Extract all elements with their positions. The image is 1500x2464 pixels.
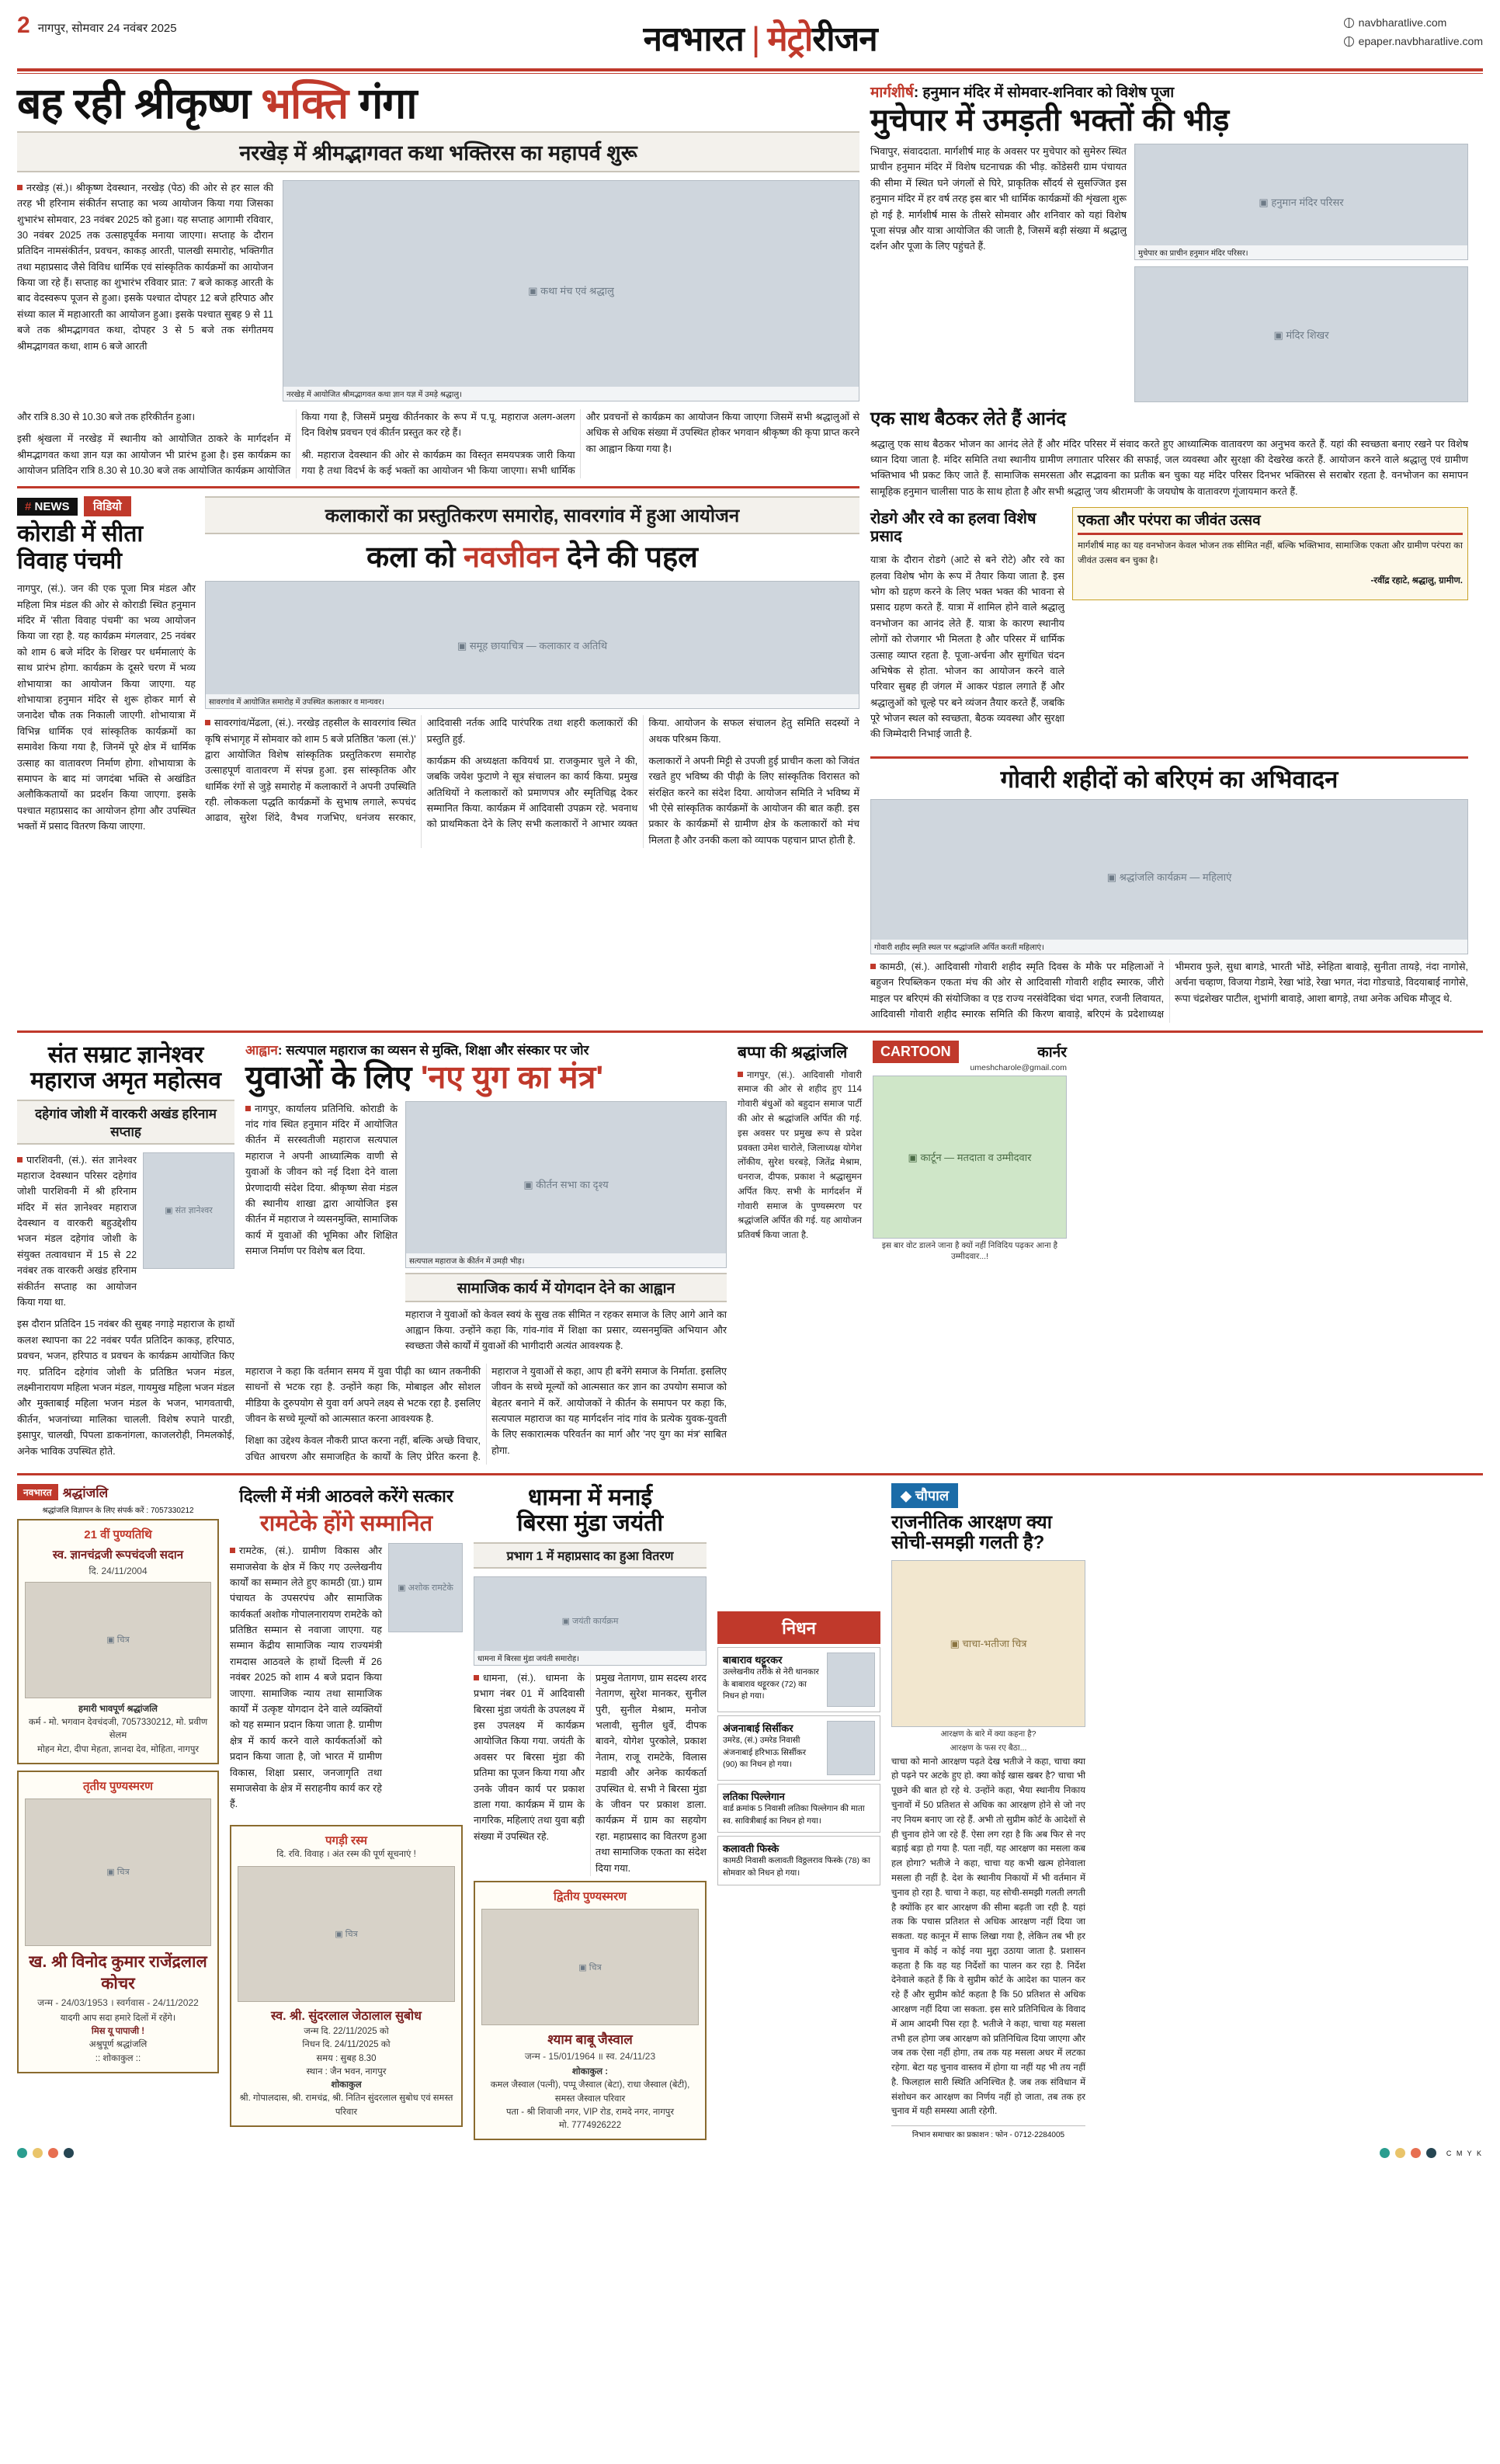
chaupal-bubble2: आरक्षण के फस रए बैठा... <box>950 1743 1027 1753</box>
obit-3-dob: जन्म दि. 22/11/2025 को <box>304 2027 389 2036</box>
obit-1-title: 21 वीं पुण्यतिथि <box>84 1527 152 1541</box>
right-kicker: मार्गशीर्ष: हनुमान मंदिर में सोमवार-शनिवार को विशेष पूजा <box>870 85 1175 101</box>
divider <box>17 1030 1483 1033</box>
chaupal-body: चाचा को मानो आरक्षण पढ़ते देख भतीजे ने कहा, चाचा क्या हो पढ़ने पर अटके हुए हो. क्या कोई खास खबर है? चाचा भी पूछने की बात हो रहे थे. उन्होंने कहा, भैया स्थानीय निकाय चुनावों में 50 प्रतिशत से अधिक का आरक्षण होने से जो नए नए नियम बनाए जा रहे हैं. अभी तो सुप्रीम कोर्ट के आदेशों से ही चुनाव होने जा रहे हैं. ऐसा लग रहा है कि अब फिर से नए बड़ाई बड़ा हो गया है. पता नहीं, यह आरक्षण का मसला कब हल होगा? भतीजे ने कहा, चाचा यह कभी खत्म होनेवाला मसला ही नहीं है. देश के स्थानीय निकायों में भी वर्तमान में चुनाव हो रहा है. चाचा ने कहा, यह सोची-समझी गलती लगती है क्योंकि हर बार आरक्षण की सीमा बढ़ती जा रही है. यहां तक कि पचास प्रतिशत से अधिक आरक्षण नहीं दिया जा सकता. यह कानून में साफ लिखा गया है, लेकिन तब भी हर चुनाव में कोई न कोई नया मुद्दा उठाया जाता है. प्रशासन कहता है कि वह यह निर्देशों का पालन कर रहा है. निर्देश देनेवाले कहते हैं कि वे सुप्रीम कोर्ट के आदेश का पालन कर रहे हैं और सुप्रीम कोर्ट कहता है कि 50 प्रतिशत से अधिक आरक्षण नहीं दिया जा सकता. इस सारे प्रतिनिधित्व के विवाद में आम आदमी पिस रहा है. भतीजे ने कहा, चाचा यह मसला तभी हल होगा जब आरक्षण को प्रतिनिधित्व दिया जाएगा और जब तक ऐसा नहीं होगा, तब तक यह मसला अधर में लटका रहेगा. बेटा यह चुनाव वास्तव में होगा या नहीं यह भी तय नहीं है. फिलहाल सारी स्थिति अनिश्चित है. जब तक संविधान में संशोधन कर आरक्षण का निर्णय नहीं हो जाता, तब तक हर चुनाव में यही समस्या आती रहेगी. <box>891 1756 1085 2117</box>
aahwan-photo-caption: सत्यपाल महाराज के कीर्तन में उमड़ी भीड़। <box>406 1253 726 1267</box>
nidhan-1-desc: उल्लेखनीय तरीके से नेरी थानकार के बाबाराव थट्टूरकर (72) का निधन हो गया। <box>723 1666 819 1701</box>
delhi-photo: ▣ अशोक रामटेके <box>388 1543 463 1632</box>
right-body: भिवापुर, संवाददाता. मार्गशीर्ष माह के अवसर पर मुचेपार को सुमेरुर स्थित प्राचीन हनुमान मंदिर में विशेष घटनाचक्र की भीड़. कोंडेसरी ग्राम पंचायत की सीमा में स्थित घने जंगलों से घिरे, प्राकृतिक सौंदर्य से सुसज्जित इस हनुमान मंदिर में हर वर्ष तरह इस बार भी धार्मिक कार्यक्रमों की शृंखला शुरू हो गई है. मार्गशीर्ष मास के तीसरे सोमवार और शनिवार को यहां विशेष पूजा संपन्न और यात्रा आयोजित की जाती है, जिसमें बड़ी संख्या में श्रद्धालु दर्शन और पूजा के लिए पहुंचते हैं. <box>870 146 1127 252</box>
sub2-head: रोडगे और रवे का हलवा विशेष प्रसाद <box>870 510 1036 546</box>
sant-photo <box>143 1152 234 1269</box>
lead-col3: श्री. महाराज देवस्थान की ओर से कार्यक्रम का विस्तृत समयपत्रक जारी किया गया है तथा विदर्भ के कई भक्तों का आयोजन भी किया जाएगा। सभी धार्मिक और प्रवचनों से कार्यक्रम का आयोजन किया जाएगा जिसमें सभी श्रद्धालुओं से अधिक से अधिक संख्या में उपस्थित होकर भगवान श्रीकृष्ण की कृपा प्राप्त करने का आह्वान किया गया है। <box>301 411 859 476</box>
lead-subhead-band <box>17 131 859 172</box>
cartoon-image-placeholder: ▣ कार्टून — मतदाता व उम्मीदवार <box>908 1151 1032 1163</box>
globe-icon <box>1344 36 1354 47</box>
obit-3-place: स्थान : जैन भवन, नागपुर <box>306 2066 387 2077</box>
obit-ad-2 <box>17 1771 219 2073</box>
obit-2-line3: अश्रुपूर्ण श्रद्धांजलि <box>89 2040 148 2050</box>
chaupal-illustration <box>891 1560 1085 1727</box>
obit-4-addr: पता - श्री शिवाजी नगर, VIP रोड, रामदे नगर, नागपुर <box>505 2107 675 2117</box>
chaupal-head1: राजनीतिक आरक्षण क्या <box>891 1511 1052 1533</box>
aahwan-photo-placeholder: ▣ कीर्तन सभा का दृश्य <box>523 1179 609 1191</box>
obit-2-dates: जन्म - 24/03/1953 । स्वर्गवास - 24/11/2022 <box>37 1997 199 2008</box>
bappa-block <box>738 1041 862 1250</box>
obit-4-title: द्वितीय पुण्यस्मरण <box>554 1890 627 1903</box>
bullet-square-icon <box>245 1106 251 1111</box>
temple-photo-2-placeholder: ▣ मंदिर शिखर <box>1273 328 1329 341</box>
chaupal-tag: ◆ चौपाल <box>891 1483 958 1508</box>
dhamna-head2: बिरसा मुंडा जयंती <box>516 1510 664 1536</box>
bullet-square-icon <box>474 1675 479 1680</box>
obit-ad-4 <box>474 1881 707 2140</box>
aahwan-headline: युवाओं के लिए 'नए युग का मंत्र' <box>245 1058 604 1095</box>
cartoon-email: umeshcharole@gmail.com <box>970 1062 1067 1072</box>
cartoon-image <box>873 1076 1067 1239</box>
obit-4-names: कमल जैस्वाल (पत्नी), पप्पू जैस्वाल (बेटा), राधा जैस्वाल (बेटी), समस्त जैस्वाल परिवार <box>490 2080 690 2104</box>
obit-1-from: कर्म - मो. भगवान देवचंदजी, 7057330212, मो. प्रवीण सेलम <box>28 1718 208 1741</box>
brand-title <box>644 14 877 61</box>
top-section <box>17 79 1483 1023</box>
obit-1-name: स्व. ज्ञानचंद्रजी रूपचंदजी सदान <box>52 1548 184 1562</box>
divider <box>870 756 1468 759</box>
masthead-date: नागपुर, सोमवार 24 नवंबर 2025 <box>37 22 177 35</box>
temple-photo-2 <box>1134 266 1468 402</box>
obit-2-name: ख. श्री विनोद कुमार राजेंद्रलाल कोचर <box>29 1952 207 1993</box>
obit-2-line1: यादगी आप सदा हमारे दिलों में रहेंगे। <box>60 2013 176 2023</box>
masthead-rule <box>17 68 1483 71</box>
dhamna-photo-placeholder: ▣ जयंती कार्यक्रम <box>561 1616 619 1626</box>
sant-headline-line1: संत सम्राट ज्ञानेश्वर <box>47 1041 204 1068</box>
obit-1-portrait: ▣ चित्र <box>25 1582 211 1698</box>
art-photo-placeholder: ▣ समूह छायाचित्र — कलाकार व अतिथि <box>457 639 608 652</box>
sub3-head: एकता और परंपरा का जीवंत उत्सव <box>1078 513 1261 530</box>
gowari-photo-caption: गोवारी शहीद स्मृति स्थल पर श्रद्धांजलि अर्पित करतीं महिलाएं। <box>871 940 1467 954</box>
art-photo <box>205 581 859 709</box>
lead-subhead: नरखेड़ में श्रीमद्भागवत कथा भक्तिरस का महापर्व शुरू <box>239 141 637 165</box>
art-headline: कला को नवजीवन देने की पहल <box>366 541 698 575</box>
gowari-photo <box>870 799 1468 954</box>
obit-col-1 <box>17 1483 219 2073</box>
obit-2-from: :: शोकाकुल :: <box>95 2053 141 2063</box>
chaupal-block <box>891 1483 1085 2139</box>
dhamna-photo-caption: धामना में बिरसा मुंडा जयंती समारोह। <box>474 1651 706 1665</box>
dhamna-col1: धामना, (सं.). धामना के प्रभाग नंबर 01 में आदिवासी बिरसा मुंडा जयंती के उपलक्ष्य में इस उपलक्ष्य में कार्यक्रम आयोजित किया गया. जयंती के अवसर पर बिरसा मुंडा की प्रतिमा का पूजन किया गया और उनके जीवन कार्य पर प्रकाश डाला गया. कार्यक्रम में ग्राम के नागरिक, महिलाएं तथा युवा बड़ी संख्या में उपस्थित रहे. <box>474 1672 585 1842</box>
lead-col2: इसी श्रृंखला में नरखेड़ में स्थानीय को आयोजित ठाकरे के मार्गदर्शन में श्रीमद्भागवत कथा ज्ञान यज्ञ का आयोजन भी प्रारंभ हुआ है। इस कार्यक्रम का आयोजन प्रतिदिन रात्रि 8.30 से 10.30 बजे तक आयोजित कार्यक्रम आयोजित किया गया है, जिसमें प्रमुख कीर्तनकार के रूप में प.पू. महाराज अलग-अलग दिन विशेष प्रवचन एवं कीर्तन प्रस्तुत कर रहे हैं। <box>17 411 575 476</box>
obit-4-phone: मो. 7774926222 <box>558 2121 622 2130</box>
obit-2-line2: मिस यू पापाजी ! <box>91 2027 145 2037</box>
cartoon-caption: इस बार वोट डालने जाना है क्यों नहीं निविदिय पढ़कर आना है उम्मीदवार...! <box>881 1240 1058 1261</box>
aahwan-col2: महाराज ने कहा कि वर्तमान समय में युवा पीढ़ी का ध्यान तकनीकी साधनों से भटक रहा है. उन्होंने कहा कि, मोबाइल और सोशल मीडिया के दुरुपयोग से युवा वर्ग अपने लक्ष्य से भटक रहा है. इसलिए जीवन के सच्चे मूल्यों को आत्मसात करना आवश्यक है. <box>245 1365 481 1424</box>
brand-main: नवभारत <box>643 20 744 58</box>
lead-headline <box>17 79 859 127</box>
temple-photo-caption: मुचेपार का प्राचीन हनुमान मंदिर परिसर। <box>1135 245 1467 259</box>
obit-3-name: स्व. श्री. सुंदरलाल जेठालाल सुबोध <box>270 2010 422 2023</box>
chaupal-illustration-placeholder: ▣ चाचा-भतीजा चित्र <box>950 1638 1027 1650</box>
obit-3-portrait: ▣ चित्र <box>238 1866 455 2002</box>
nav-badge: नवभारत <box>17 1484 58 1500</box>
obit-1-line: हमारी भावपूर्ण श्रद्धांजलि <box>78 1704 158 1714</box>
aahwan-story <box>245 1041 727 1465</box>
shraddhanjali-label: श्रद्धांजलि <box>62 1485 109 1500</box>
sub3-box <box>1072 507 1468 600</box>
obit-ad-3 <box>230 1825 463 2127</box>
lead-col1-cont: और रात्रि 8.30 से 10.30 बजे तक हरिकीर्तन हुआ। <box>17 411 196 422</box>
cartoon-tag-hi: कार्नर <box>1037 1044 1067 1061</box>
sant-subhead: दहेगांव जोशी में वारकरी अखंड हरिनाम सप्ताह <box>35 1106 217 1139</box>
aahwan-kicker: आह्वान: सत्यपाल महाराज का व्यसन से मुक्ति, शिक्षा और संस्कार पर जोर <box>245 1042 589 1058</box>
obit-4-dates: जन्म - 15/01/1964 ॥ स्व. 24/11/23 <box>524 2051 656 2062</box>
middle-section <box>17 1041 1483 1465</box>
sant-body2: इस दौरान प्रतिदिन 15 नवंबर की सुबह नगाड़े महाराज के हाथों कलश स्थापना का 22 नवंबर पर्यंत प्रतिदिन काकड़, हरिपाठ, प्रवचन, भजन, हरिपाठ व प्रवचन के कार्यक्रम आयोजित किए गए. प्रतिदिन दहेगांव जोशी के प्रतिष्ठित भजन मंडल, लक्ष्मीनारायण महिला भजन मंडल, गायमुख महिला भजन मंडल और मुक्ताबाई महिला भजन मंडल के भजन, भागवताची, कीर्तन, भजनांच्या मालिका चालली. विशेष रुपाने पारडी, इसापुर, चालखी, पिपला डाकनांगला, काजलरोही, निमलकोई, अनेक भाविक उपस्थित होते. <box>17 1319 234 1457</box>
dhamna-col2: प्रमुख नेतागण, ग्राम सदस्य शरद नेतागण, सुरेश मानकर, सुनील पुरी, सुनील मेश्राम, मनोज भलावी, सुनील धुर्वे, दीपक बावने, योगेश पुरकोले, प्रकाश नेताम, राजू रामटेके, विलास मडावी और अनेक कार्यकर्ता उपस्थित थे. सभी ने बिरसा मुंडा के जीवन पर प्रकाश डाला. कार्यक्रम में ग्राम का सहयोग रहा. महाप्रसाद का वितरण हुआ तथा सामाजिक एकता का संदेश दिया गया. <box>595 1672 707 1874</box>
cartoon-tag-en: CARTOON <box>873 1041 959 1063</box>
nidhan-1-name: बाबाराव थट्टूरकर <box>723 1653 783 1666</box>
nidhan-2-desc: उमरेड, (सं.) उमरेड निवासी अंजनाबाई हरिभाऊ सिर्सीकर (90) का निधन हो गया। <box>723 1735 806 1770</box>
sant-body1: पारशिवनी, (सं.). संत ज्ञानेश्वर महाराज देवस्थान परिसर दहेगांव जोशी पारशिवनी में श्री हरिनाम मंदिर में संत ज्ञानेश्वर महाराज देवस्थान व वारकरी बहुउद्देशीय भजन मंडल दहेगांव जोशी के संयुक्त तत्वावधान में 15 से 22 नवंबर तक वारकरी अखंड हरिनाम संकीर्तन सप्ताह का आयोजन किया गया था. <box>17 1154 137 1308</box>
nidhan-1-photo <box>827 1653 875 1707</box>
lead-headline-part2: गंगा <box>348 79 417 127</box>
art-col3: कलाकारों ने अपनी मिट्टी से उपजी हुई प्राचीन कला को जिवंत रखते हुए भविष्य की पीढ़ी के लिए सांस्कृतिक विरासत को संरक्षित करने का संदेश दिया. आयोजन समिति ने भविष्य में भी ऐसे सांस्कृतिक कार्यक्रमों के आयोजन की बात कही. इस प्रकार के कार्यक्रमों से ग्रामीण क्षेत्र के कलाकारों को मंच मिलता है और उनकी कला को व्यापक पहचान प्राप्त होती है. <box>648 755 859 846</box>
obit-4-name: श्याम बाबू जैस्वाल <box>547 2032 633 2047</box>
lower-section <box>17 1483 1483 2140</box>
bappa-head: बप्पा की श्रद्धांजलि <box>738 1043 848 1062</box>
bullet-square-icon <box>230 1548 235 1553</box>
news-video-headline: कोराडी में सीता विवाह पंचमी <box>17 521 144 574</box>
nidhan-4-desc: कामठी निवासी कलावती विठ्ठलराव फिस्के (78) का सोमवार को निधन हो गया। <box>723 1856 870 1878</box>
obit-3-title: पगड़ी रस्म <box>325 1833 367 1847</box>
obit-4-from: शोकाकुल : <box>571 2067 609 2077</box>
obit-2-title: तृतीय पुण्यस्मरण <box>83 1779 153 1793</box>
temple-photo <box>1134 144 1468 260</box>
right-headline: मुचेपार में उमड़ती भक्तों की भीड़ <box>870 103 1230 137</box>
nidhan-3-name: लतिका पिल्लेगान <box>723 1790 785 1802</box>
page-footer <box>17 2148 1483 2158</box>
sant-photo-placeholder: ▣ संत ज्ञानेश्वर <box>165 1206 213 1215</box>
delhi-head1: दिल्ली में मंत्री आठवले करेंगे सत्कार <box>239 1486 453 1506</box>
sub3-body: मार्गशीर्ष माह का यह वनभोजन केवल भोजन तक सीमित नहीं, बल्कि भक्तिभाव, सामाजिक एकता और ग्रामीण परंपरा का जीवंत उत्सव बन चुका है। <box>1078 541 1463 565</box>
chaupal-head2: सोची-समझी गलती है? <box>891 1532 1045 1554</box>
lead-headline-part1: बह रही श्रीकृष्ण <box>17 79 262 127</box>
page-number: 2 <box>17 12 30 38</box>
sant-headline-line2: महाराज अमृत महोत्सव <box>30 1067 221 1093</box>
brand-metro-suffix: रीजन <box>812 20 877 58</box>
nidhan-4-name: कलावती फिस्के <box>723 1843 780 1855</box>
aahwan-col1: नागपुर, कार्यालय प्रतिनिधि. कोराडी के नांद गांव स्थित हनुमान मंदिर में आयोजित कीर्तन में सरस्वतीजी महाराज सत्यपाल महाराज ने अपनी आध्यात्मिक वाणी से युवाओं के जीवन को नई दिशा देने वाला प्रेरणादायी संदेश दिया. श्रीकृष्ण सेवा मंडल की स्थानीय शाखा द्वारा आयोजित इस कीर्तन में महाराज ने व्यसनमुक्ति, सामाजिक कार्य में युवाओं की भूमिका और शिक्षित समाज निर्माण पर विशेष बल दिया. <box>245 1103 398 1257</box>
registration-dots-right <box>1380 2148 1483 2158</box>
obit-1-from2: मोहन मेटा, दीपा मेहता, ज्ञानदा देव, मोहिता, नागपुर <box>36 1744 200 1754</box>
brand-metro: मेट्रो <box>767 20 813 58</box>
bullet-square-icon <box>870 964 876 969</box>
obit-2-portrait: ▣ चित्र <box>25 1798 211 1946</box>
obit-1-dates: दि. 24/11/2004 <box>89 1565 148 1576</box>
bullet-square-icon <box>205 720 210 725</box>
art-col2: कार्यक्रम की अध्यक्षता कवियर्थ प्रा. राजकुमार चुले ने की, जबकि जयेश फुटाणे ने सूत्र संचालन का कार्य किया. प्रमुख अतिथियों ने कलाकारों को प्रमाणपत्र और स्मृतिचिह्न देकर सम्मानित किया. कार्यक्रम में आदिवासी उपक्रम रहे. भवनाथ को प्राथमिकता देने के लिए सभी कलाकारों ने आभार व्यक्त किया. आयोजन के सफल संचालन हेतु समिति सदस्यों ने अथक परिश्रम किया. <box>426 718 859 830</box>
aahwan-tail: शिक्षा का उद्देश्य केवल नौकरी प्राप्त करना नहीं, बल्कि अच्छे विचार, उचित आचरण और समाजहित के कार्यों के लिए प्रेरित करना है. महाराज ने युवाओं से कहा, आप ही बनेंगे समाज के निर्माता. इसलिए जीवन के सच्चे मूल्यों को आत्मसात कर ज्ञान का उपयोग समाज को बेहतर बनाने में करें. आयोजकों ने कीर्तन के समापन पर कहा कि, सत्यपाल महाराज का यह मार्गदर्शन नांद गांव के प्रत्येक युवक-युवती के लिए सकारात्मक परिवर्तन का मार्ग और 'नए युग का मंत्र' साबित होगा. <box>245 1365 727 1462</box>
temple-photo-placeholder: ▣ हनुमान मंदिर परिसर <box>1259 196 1344 208</box>
dhamna-head1: धामना में मनाई <box>527 1484 653 1510</box>
cartoon-block <box>873 1041 1067 1263</box>
aahwan-subbody: महाराज ने युवाओं को केवल स्वयं के सुख तक सीमित न रहकर समाज के लिए आगे आने का आह्वान किया. उन्होंने कहा कि, गांव-गांव में शिक्षा का प्रसार, व्यसनमुक्ति अभियान और स्वच्छता जैसे कार्यों में युवाओं की भागीदारी अत्यंत आवश्यक है. <box>405 1308 727 1352</box>
obit-3-contact: शोकाकुल <box>331 2080 362 2090</box>
news-video-block <box>17 496 196 848</box>
sant-story <box>17 1041 234 1465</box>
right-column <box>870 82 1468 1023</box>
registration-dots <box>17 2148 74 2158</box>
video-tag[interactable]: विडियो <box>84 496 131 516</box>
lead-col1: नरखेड़ (सं.)। श्रीकृष्ण देवस्थान, नरखेड़ (पेठ) की ओर से हर साल की तरह भी हरिनाम संकीर्तन सप्ताह का भव्य आयोजन किया गया जिसका शुभारंभ सोमवार, 23 नवंबर 2025 को हुआ। यह सप्ताह आगामी रविवार, 30 नवंबर 2025 तक उत्साहपूर्वक मनाया जाएगा। सप्ताह के दौरान प्रतिदिन नामसंकीर्तन, प्रवचन, काकड़ आरती, पालखी समारोह, भक्तिगीत तथा महाप्रसाद जैसे विविध धार्मिक एवं सांस्कृतिक कार्यक्रमों का आयोजन किया जा रहे हैं। सप्ताह का शुभारंभ रविवार प्रात: 7 बजे काकड़ आरती के बाद वेदस्वरूप पूजन से हुआ। इसके पश्चात दोपहर 12 बजे हरिपाठ और संध्या काल में महाआरती का आयोजन हुआ। इसके पश्चात सुबह 9 से 11 बजे तक श्रीमद्भागवत कथा, दोपहर 3 से 5 बजे तक संगीतमय श्रीमद्भागवत कथा, शाम 6 बजे आरती <box>17 182 273 352</box>
lead-photo-caption: नरखेड़ में आयोजित श्रीमद्भागवत कथा ज्ञान यज्ञ में उमड़े श्रद्धालु। <box>283 387 859 401</box>
masthead-rule-thin <box>17 73 1483 74</box>
bappa-body: नागपुर, (सं.). आदिवासी गोवारी समाज की ओर से शहीद हुए 114 गोवारी बंधुओं को बहुदान समाज पार्टी की ओर से श्रद्धांजलि अर्पित की गई. इस अवसर पर प्रमुख रूप से प्रदेश प्रवक्ता उमेश चारोले, जिलाध्यक्ष योगेश लोंकीय, सुरेश घरबड़े, जितेंद्र मेश्राम, धनराज, दीपक, प्रकाश ने श्रद्धासुमन अर्पित किए. सभी के मार्गदर्शन में गोवारी समाज के पुण्यस्मरण पर श्रद्धांजलि अर्पित की गई. यह आयोजन प्रतिवर्ष किया जाता है. <box>738 1069 862 1241</box>
aahwan-photo <box>405 1101 727 1268</box>
brand-separator: | <box>751 20 760 58</box>
obit-3-datetime: दि. रवि. विवाह । अंत रस्म की पूर्ण सूचनाएं ! <box>276 1849 416 1859</box>
aahwan-subhead: सामाजिक कार्य में योगदान देने का आह्वान <box>457 1280 675 1297</box>
art-photo-caption: सावरगांव में आयोजित समारोह में उपस्थित कलाकार व मान्यवर। <box>206 694 859 708</box>
divider <box>17 486 859 488</box>
divider <box>1078 533 1463 535</box>
nidhan-3-desc: वार्ड क्रमांक 5 निवासी लतिका पिल्लेगान की माता स्व. सावित्रीबाई का निधन हो गया। <box>723 1803 865 1826</box>
bullet-square-icon <box>17 1157 23 1162</box>
nidhan-title: निधन <box>717 1611 880 1644</box>
bullet-square-icon <box>738 1072 743 1077</box>
cmyk-marker: C M Y K <box>1446 2149 1483 2157</box>
news-video-body: नागपुर, (सं.). जन की एक पूजा मित्र मंडल और महिला मित्र मंडल की ओर से कोराडी स्थित हनुमान मंदिर में 'सीता विवाह पंचमी' का भव्य आयोजन किया जा रहा है. यह कार्यक्रम मंगलवार, 25 नवंबर को शाम 6 बजे मंदिर के शिखर पर धर्ममालाएं के साथ प्रारंभ होगा. कार्यक्रम के दूसरे चरण में भव्य शोभायात्रा का आयोजन किया जाएगा. यह शोभायात्रा हनुमान मंदिर से शुरू होकर मार्ग से जनादेश चौक तक निकाली जाएगी. शोभायात्रा में विभिन्न धार्मिक एवं सांस्कृतिक कार्यक्रमों का समावेश किया गया है, जिनमें पूरे क्षेत्र में धार्मिक उत्साह का वातावरण निर्माण होगा. शोभायात्रा के समापन के बाद मां जगदंबा भक्ति से अखंडित अलौकिकतायों का प्रदर्शन किया जाएगा. इसके पश्चात महाप्रसाद का आयोजन होगा और उपस्थित भक्तों में प्रसाद वितरण किया जाएगा. <box>17 583 196 832</box>
masthead-links <box>1344 14 1483 51</box>
lead-photo <box>283 180 859 401</box>
chaupal-bubble1: आरक्षण के बारे में क्या कहना है? <box>940 1729 1036 1739</box>
bullet-square-icon <box>17 185 23 190</box>
news-tag: # NEWS <box>17 498 78 516</box>
nidhan-2-photo <box>827 1721 875 1775</box>
art-story <box>205 496 859 848</box>
obit-4-portrait: ▣ चित्र <box>481 1909 699 2025</box>
dhamna-photo <box>474 1576 707 1666</box>
globe-icon <box>1344 18 1354 28</box>
website-link[interactable]: navbharatlive.com <box>1358 16 1447 29</box>
epaper-link[interactable]: epaper.navbharatlive.com <box>1358 34 1483 47</box>
gowari-body: कामठी, (सं.). आदिवासी गोवारी शहीद स्मृति दिवस के मौके पर महिलाओं ने बहुजन रिपब्लिकन एकता मंच की ओर से आदिवासी गोवारी शहीद स्मारक, जीरो माइल पर बरिएमं की संयोजिका व एड राज्य नरसंवेदिका चंदा भगत, रजनी लिवायत, आदिवासी गोवारी शहीद स्मारक समिति की किरण बावाड़े, बरिएमं के प्रदेशाध्यक्ष भीमराव फुले, सुधा बागडे, भारती भोंडे, स्नेहिता बावाड़े, सुनीता तायड़े, नंदा नागोसे, अर्चना चव्हाण, विजया गेडामे, रेखा भांडे, रेखा भगत, नंदा गोडचाडे, विदयाबाई नागोसे, रूपा चंद्रशेखर पाटील, शुभांगी बावाड़े, आशा बागड़े, तथा अनेक अधिक मौजूद थे. <box>870 961 1468 1020</box>
sub3-sign: -रवींद्र रहाटे, श्रद्धालु, ग्रामीण. <box>1370 576 1463 586</box>
lead-headline-highlight: भक्ति <box>261 79 349 127</box>
sub1-head: एक साथ बैठकर लेते हैं आनंद <box>870 408 1067 429</box>
obit-3-names: श्री. गोपालदास, श्री. रामचंद्र, श्री. नितिन सुंदरलाल सुबोध एवं समस्त परिवार <box>239 2094 453 2117</box>
obit-3-dod: निधन दि. 24/11/2025 को <box>302 2040 391 2050</box>
dhamna-subhead: प्रभाग 1 में महाप्रसाद का हुआ वितरण <box>506 1549 674 1563</box>
divider <box>17 1473 1483 1475</box>
sub2-body: यात्रा के दौरान रोडगे (आटे से बने रोटे) और रवे का हलवा विशेष भोग के रूप में तैयार किया जाता है. इस भोग को ग्रहण करने के लिए भक्त भक्त की भावना से प्रसाद ग्रहण करते हैं. यात्रा में शामिल होने वाले श्रद्धालु वनभोजन का आनंद लेते हैं. यात्रा के कारण स्थानीय लोगों को रोजगार भी मिलता है और परिसर में धार्मिक उत्साह व्याप्त रहता है. पूजा-अर्चना और सुगंधित चंदन अभिषेक से होता. भोजन का आयोजन करने वाले परिवार सुबह ही जंगल में आकर पंडाल लगाते हैं और श्रद्धालुओं को चूल्हे पर बने व्यंजन तैयार करते हैं, जबकि पूरे भोजन स्थल को स्वच्छता, बैठक व्यवस्था और सुरक्षा की जिम्मेदारी निभाई जाती है. <box>870 554 1064 740</box>
nidhan-2-name: अंजनाबाई सिर्सीकर <box>723 1722 793 1734</box>
chaupal-footer: निभान समाचार का प्रकाशन : फोन - 0712-2284005 <box>891 2125 1085 2139</box>
delhi-body: रामटेक, (सं.). ग्रामीण विकास और समाजसेवा के क्षेत्र में किए गए उल्लेखनीय कार्यों का सम्मान लेते हुए कामठी (ग्रा.) ग्राम पंचायत के उपसरपंच और सामाजिक कार्यकर्ता अशोक गोपालनारायण रामटेके को प्रतिष्ठित सम्मान से नवाजा जाएगा. यह सम्मान केंद्रीय सामाजिक न्याय राज्यमंत्री रामदास आठवले के हाथों दिल्ली में 26 नवंबर 2025 को शाम 4 बजे प्रदान किया जाएगा. सामाजिक न्याय तथा सामाजिक कार्यों में उत्कृष्ट योगदान देने वाले व्यक्तियों को यह सम्मान प्रदान किया जाता है. ग्रामीण क्षेत्र में कार्य करने वाले कार्यकर्ताओं को प्रदान किया जाता है, जो भारत में ग्रामीण विकास, शिक्षा प्रसार, जनजागृति तथा समाजसेवा के क्षेत्र में सराहनीय कार्य कर रहे हैं. <box>230 1545 382 1810</box>
delhi-block <box>230 1483 463 2127</box>
obit-3-time: समय : सुबह 8.30 <box>316 2053 377 2063</box>
shraddhanjali-contact: श्रद्धांजलि विज्ञापन के लिए संपर्क करें : 7057330212 <box>42 1506 194 1515</box>
lead-photo-placeholder: ▣ कथा मंच एवं श्रद्धालु <box>528 285 614 297</box>
nidhan-block <box>717 1483 880 1885</box>
art-kicker: कलाकारों का प्रस्तुतिकरण समारोह, सावरगांव में हुआ आयोजन <box>325 506 740 527</box>
lead-story <box>17 79 859 848</box>
delhi-head2: रामटेके होंगे सम्मानित <box>259 1511 433 1537</box>
dhamna-block <box>474 1483 707 2140</box>
obit-ad-1 <box>17 1519 219 1764</box>
gowari-photo-placeholder: ▣ श्रद्धांजलि कार्यक्रम — महिलाएं <box>1106 871 1232 883</box>
masthead-left <box>17 14 177 37</box>
sub1-body: श्रद्धालु एक साथ बैठकर भोजन का आनंद लेते हैं और मंदिर परिसर में संवाद करते हुए आध्यात्मिक वातावरण का अनुभव करते हैं. यहां की स्वच्छता बनाए रखने पर विशेष ध्यान दिया जाता है. मंदिर समिति तथा स्थानीय ग्रामीण लगातार परिसर की सफाई, जल व्यवस्था और सुरक्षा की देखरेख करते हैं. आयोजन करने वाले श्रद्धालु एवं ग्रामीण भक्तिभाव भी प्रकट किए जाते हैं. सामाजिक समरसता और सद्भावना का प्रतीक बन चुका यह मंदिर परिसर दिनभर भक्तिरस से सराबोर रहता है. वनभोजन का समापन सामूहिक हनुमान चालीसा पाठ के साथ होता है और सभी श्रद्धालु 'जय श्रीरामजी' के जयघोष के वातावरण गूंजायमान करते हैं. <box>870 438 1468 497</box>
art-col1: सावरगांव/मेंढला, (सं.). नरखेड़ तहसील के सावरगांव स्थित कृषि संभागृह में सोमवार को शाम 5 बजे प्रतिष्ठित 'कला (सं.)' द्वारा आयोजित विशेष सांस्कृतिक प्रस्तुतिकरण समारोह उत्साहपूर्ण वातावरण में संपन्न हुआ. इस सांस्कृतिक और धार्मिक रंगों से जुड़े समारोह में कलाकारों ने अपनी उपस्थिति रही. लोककला पद्धति कार्यक्रमों के सुभाष लगाले, रूपचंद आढाव, सुरेश शिंदे, वैभव गजभिए, धनंजय सरकार, आदिवासी नर्तक आदि पारंपरिक तथा शहरी कलाकारों की प्रस्तुति हुई. <box>205 718 638 824</box>
masthead-center <box>177 14 1344 61</box>
gowari-headline: गोवारी शहीदों को बरिएमं का अभिवादन <box>1000 765 1339 793</box>
masthead <box>17 14 1483 65</box>
